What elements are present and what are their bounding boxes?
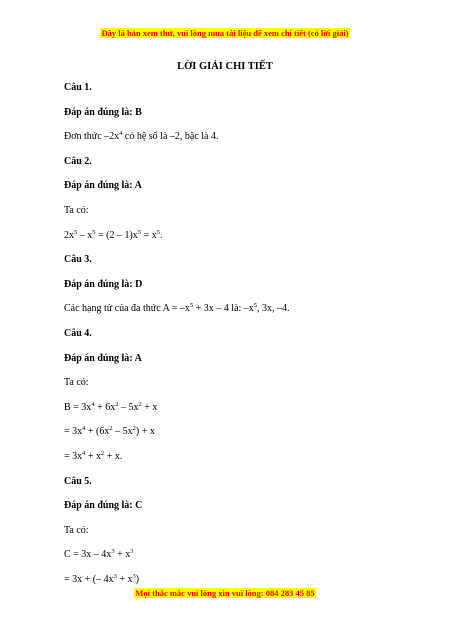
question-2-equation: $2x^5 - x^5 = (2 - 1)x^5 = x^5$.: [64, 228, 163, 241]
top-preview-banner-text: Đây là bản xem thử, vui lòng mua tài liệu để xem chi tiết (có lời giải): [101, 28, 349, 38]
top-preview-banner: [0, 28, 450, 39]
question-3-explanation: Các hạng tử của đa thức $A = -x^5 + 3x - 4$ là: $-x^5$, 3x, –4.: [64, 302, 290, 315]
solution-content: [64, 81, 404, 597]
question-1-explanation: Đơn thức $-2x^4$ có hệ số là –2, bậc là 4.: [64, 130, 219, 143]
question-1-heading: Câu 1.: [64, 82, 92, 93]
question-4-answer: Đáp án đúng là: A: [64, 352, 142, 364]
question-5-intro: Ta có:: [64, 524, 89, 536]
bottom-contact-banner-text: Mọi thắc mắc vui lòng xin vui lòng: 084 283 45 85: [135, 588, 315, 598]
question-2-heading: Câu 2.: [64, 155, 92, 167]
question-3-answer: Đáp án đúng là: D: [64, 278, 143, 290]
bottom-contact-banner: [0, 588, 450, 599]
question-2-intro: Ta có:: [64, 204, 89, 216]
question-5-answer: Đáp án đúng là: C: [64, 500, 143, 512]
question-5-step-2: = 3x + (– $4x^3 + x^3$): [64, 572, 140, 585]
question-2-answer: Đáp án đúng là: A: [64, 180, 142, 192]
question-4-intro: Ta có:: [64, 377, 89, 389]
question-1-answer: Đáp án đúng là: B: [64, 106, 142, 118]
question-4-step-1: $B = 3x^4 + 6x^2 - 5x^2 + x$: [64, 400, 158, 413]
question-4-heading: Câu 4.: [64, 327, 92, 339]
question-3-heading: Câu 3.: [64, 254, 92, 266]
question-4-step-3: = $3x^4 + x^2 + x$.: [64, 449, 123, 462]
question-5-heading: Câu 5.: [64, 475, 92, 487]
question-5-step-1: $C = 3x - 4x^3 + x^3$: [64, 548, 134, 561]
question-4-step-2: = $3x^4 + (6x^2 - 5x^2) + x$: [64, 425, 155, 438]
page-title: LỜI GIẢI CHI TIẾT: [177, 61, 273, 72]
